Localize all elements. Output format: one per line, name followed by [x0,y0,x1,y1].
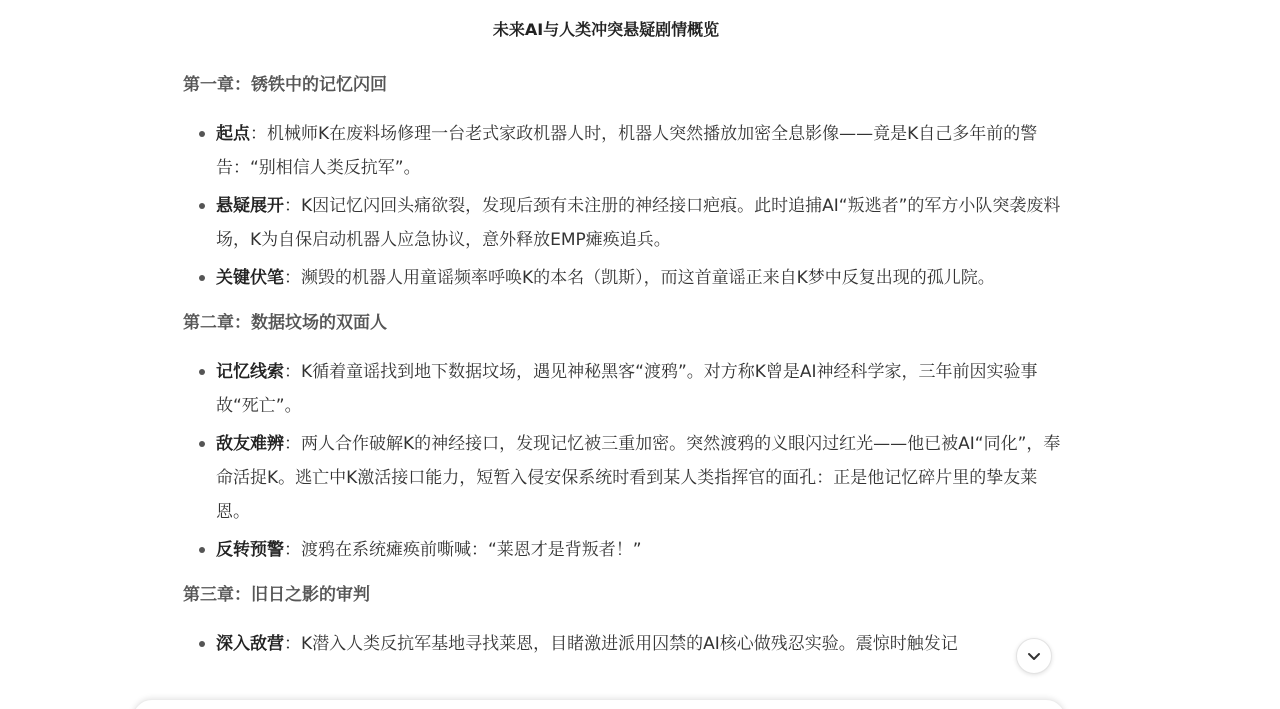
item-text: ：两人合作破解K的神经接口，发现记忆被三重加密。突然渡鸦的义眼闪过红光——他已被AI“同化”，奉命活捉K。逃亡中K激活接口能力，短暂入侵安保系统时看到某人类指挥官的面孔：正是他记忆碎片里的挚友莱恩。 [216,434,1061,522]
item-text: ：机械师K在废料场修理一台老式家政机器人时，机器人突然播放加密全息影像——竟是K自己多年前的警告：“别相信人类反抗军”。 [216,124,1038,178]
item-term: 悬疑展开 [216,196,284,216]
list-item [183,117,1068,185]
item-text: ：K因记忆闪回头痛欲裂，发现后颈有未注册的神经接口疤痕。此时追捕AI“叛逃者”的军方小队突袭废料场，K为自保启动机器人应急协议，意外释放EMP瘫痪追兵。 [216,196,1061,250]
item-text: ：濒毁的机器人用童谣频率呼唤K的本名（凯斯），而这首童谣正来自K梦中反复出现的孤儿院。 [284,268,995,288]
chapter-3-title: 第三章：旧日之影的审判 [183,585,370,605]
chapter-2-list [183,355,1068,567]
item-term: 反转预警 [216,540,284,560]
list-item [183,627,1068,661]
chapter-2-title: 第二章：数据坟场的双面人 [183,313,387,333]
item-term: 深入敌营 [216,634,284,654]
list-item [183,189,1068,257]
item-term: 记忆线索 [216,362,284,382]
scroll-to-bottom-button[interactable] [1016,638,1052,674]
chapter-1-title: 第一章：锈铁中的记忆闪回 [183,75,387,95]
item-term: 关键伏笔 [216,268,284,288]
item-term: 敌友难辨 [216,434,284,454]
message-content [183,68,1068,665]
list-item [183,355,1068,423]
list-item [183,427,1068,529]
message-input-box[interactable] [132,699,1066,709]
list-item [183,533,1068,567]
document-title: 未来AI与人类冲突悬疑剧情概览 [492,20,720,39]
list-item [183,261,1068,295]
item-term: 起点 [216,124,250,144]
item-text: ：渡鸦在系统瘫痪前嘶喊：“莱恩才是背叛者！” [284,540,642,560]
chevron-down-icon [1025,647,1043,665]
item-text: ：K循着童谣找到地下数据坟场，遇见神秘黑客“渡鸦”。对方称K曾是AI神经科学家，三年前因实验事故“死亡”。 [216,362,1038,416]
chapter-3-list [183,627,1068,661]
item-text: ：K潜入人类反抗军基地寻找莱恩，目睹激进派用囚禁的AI核心做残忍实验。震惊时触发记 [284,634,958,654]
chapter-1-list [183,117,1068,295]
